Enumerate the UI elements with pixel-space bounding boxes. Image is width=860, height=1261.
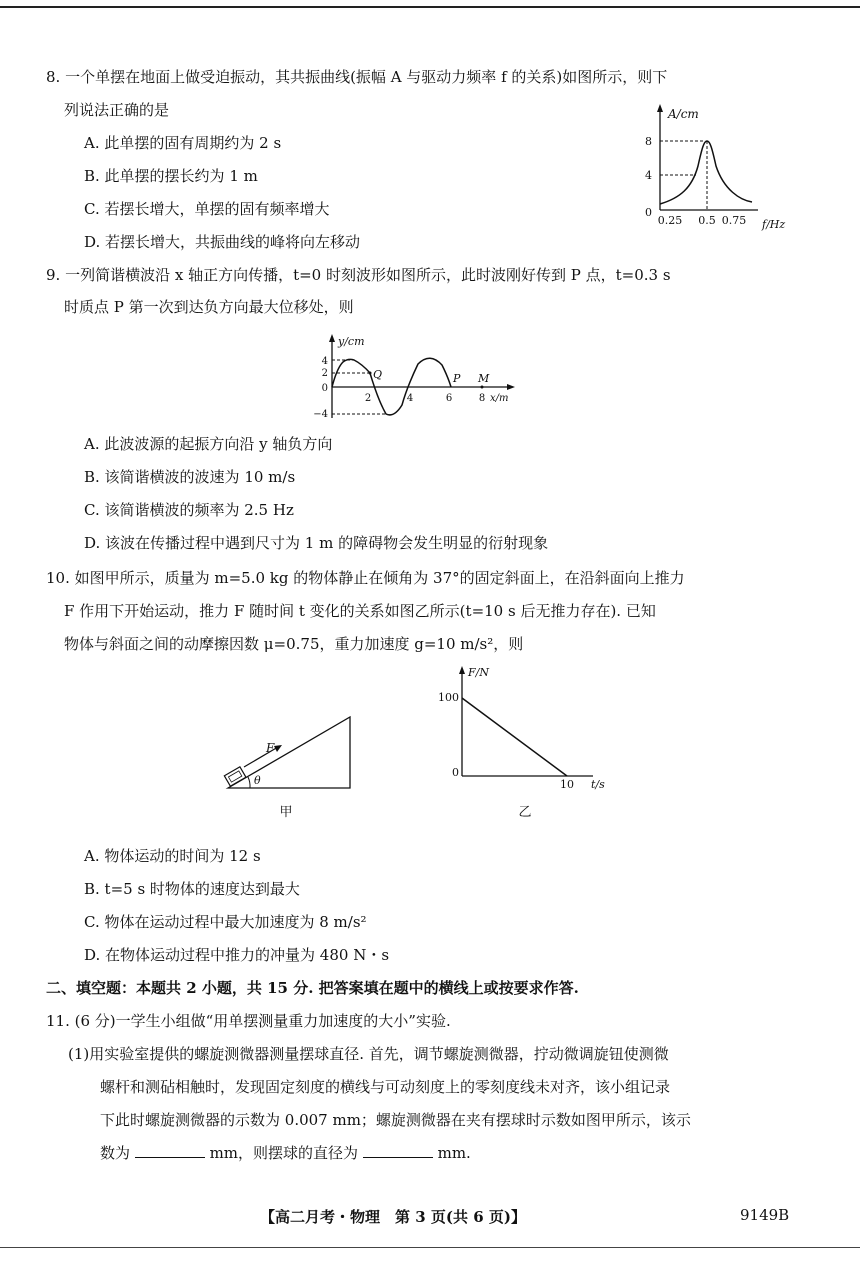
y-tick-0: 0	[321, 383, 328, 394]
q8-option-b: B. 此单摆的摆长约为 1 m	[84, 167, 258, 185]
fig-b-caption: 乙	[518, 805, 532, 820]
q10-stem-line2: F 作用下开始运动，推力 F 随时间 t 变化的关系如图乙所示(t=10 s 后无推力存在). 已知	[64, 602, 656, 620]
q8-stem-line1: 8. 一个单摆在地面上做受迫振动，其共振曲线(振幅 A 与驱动力频率 f 的关系)如图所示，则下	[46, 68, 668, 86]
q8-option-c: C. 若摆长增大，单摆的固有频率增大	[84, 200, 330, 218]
page-footer-code: 9149B	[740, 1206, 790, 1224]
q10-force-time-graph	[435, 664, 625, 822]
angle-label: θ	[254, 774, 261, 787]
q10-option-a: A. 物体运动的时间为 12 s	[84, 847, 261, 865]
top-rule	[0, 6, 860, 8]
q10-incline-figure	[220, 712, 360, 822]
origin-label: 0	[645, 206, 652, 219]
point-p-label: P	[453, 372, 461, 385]
x-axis-label: f/Hz	[762, 218, 786, 231]
q11-part1-line2: 螺杆和测砧相触时，发现固定刻度的横线与可动刻度上的零刻度线未对齐，该小组记录	[100, 1078, 671, 1096]
x-tick-6: 6	[445, 393, 453, 404]
y-axis-label: A/cm	[668, 107, 699, 121]
origin-label: 0	[452, 766, 459, 779]
q9-stem-line2: 时质点 P 第一次到达负方向最大位移处，则	[64, 298, 354, 316]
q9-option-b: B. 该简谐横波的波速为 10 m/s	[84, 468, 296, 486]
y-arrow	[459, 666, 465, 674]
q11-stem: 11. (6 分)一学生小组做“用单摆测量重力加速度的大小”实验.	[46, 1012, 451, 1030]
x-tick-8: 8	[478, 393, 486, 404]
q10-option-d: D. 在物体运动过程中推力的冲量为 480 N・s	[84, 946, 390, 964]
q10-option-c: C. 物体在运动过程中最大加速度为 8 m/s²	[84, 913, 367, 931]
fig-a-caption: 甲	[279, 805, 293, 820]
q8-option-a: A. 此单摆的固有周期约为 2 s	[84, 134, 282, 152]
point-m-dot	[481, 386, 484, 389]
x-tick-10: 10	[560, 778, 574, 791]
y-tick-2: 2	[321, 368, 328, 379]
q8-resonance-graph	[640, 100, 800, 235]
y-tick-4: 4	[645, 169, 652, 182]
q10-option-b: B. t=5 s 时物体的速度达到最大	[84, 880, 300, 898]
q9-wave-graph	[310, 330, 530, 425]
point-q-label: Q	[373, 368, 383, 381]
q8-option-d: D. 若摆长增大，共振曲线的峰将向左移动	[84, 233, 361, 251]
page-footer-title: 【高二月考・物理 第 3 页(共 6 页)】	[260, 1208, 526, 1226]
y-arrow	[657, 104, 663, 112]
point-m-label: M	[478, 372, 490, 385]
q8-stem-line2: 列说法正确的是	[64, 101, 170, 119]
y-axis-label: F/N	[468, 666, 489, 679]
y-arrow	[329, 334, 335, 342]
x-tick-025: 0.25	[657, 214, 683, 227]
x-axis-label: x/m	[490, 393, 509, 404]
x-tick-2: 2	[364, 393, 372, 404]
y-tick-4: 4	[321, 356, 328, 367]
point-q-dot	[369, 372, 372, 375]
q11-part1-line1: (1)用实验室提供的螺旋测微器测量摆球直径. 首先，调节螺旋测微器，拧动微调旋钮使测微	[68, 1045, 669, 1063]
q9-option-a: A. 此波波源的起振方向沿 y 轴负方向	[84, 435, 333, 453]
x-tick-075: 0.75	[721, 214, 747, 227]
q9-option-d: D. 该波在传播过程中遇到尺寸为 1 m 的障碍物会发生明显的衍射现象	[84, 534, 549, 552]
q11-part1-line4	[100, 1143, 471, 1163]
q10-stem-line1: 10. 如图甲所示，质量为 m=5.0 kg 的物体静止在倾角为 37°的固定斜面上，在沿斜面向上推力	[46, 569, 685, 587]
q9-stem-line1: 9. 一列简谐横波沿 x 轴正方向传播，t=0 时刻波形如图所示，此时波刚好传到 P 点，t=0.3 s	[46, 266, 671, 284]
section-2-heading: 二、填空题：本题共 2 小题，共 15 分. 把答案填在题中的横线上或按要求作答.	[46, 979, 579, 997]
x-arrow	[507, 384, 515, 390]
answer-blank-reading[interactable]	[135, 1143, 205, 1158]
y-axis-label: y/cm	[338, 335, 365, 348]
force-line	[462, 698, 567, 776]
y-tick-8: 8	[645, 135, 652, 148]
x-tick-4: 4	[406, 393, 414, 404]
y-tick-100: 100	[438, 691, 459, 704]
q10-stem-line3: 物体与斜面之间的动摩擦因数 μ=0.75，重力加速度 g=10 m/s²，则	[64, 635, 524, 653]
x-tick-05: 0.5	[698, 214, 716, 227]
bottom-rule	[0, 1247, 860, 1248]
q9-option-c: C. 该简谐横波的频率为 2.5 Hz	[84, 501, 294, 519]
x-axis-label: t/s	[591, 778, 605, 791]
angle-arc	[248, 777, 250, 788]
line4-suffix: mm.	[437, 1144, 471, 1162]
q11-part1-line3: 下此时螺旋测微器的示数为 0.007 mm；螺旋测微器在夹有摆球时示数如图甲所示，该示	[100, 1111, 691, 1129]
y-tick-neg4: −4	[313, 409, 328, 420]
answer-blank-diameter[interactable]	[363, 1143, 433, 1158]
line4-middle: mm，则摆球的直径为	[209, 1144, 359, 1162]
force-label: F	[266, 741, 275, 755]
line4-prefix: 数为	[100, 1144, 131, 1162]
resonance-curve	[660, 141, 752, 204]
block	[224, 767, 246, 786]
